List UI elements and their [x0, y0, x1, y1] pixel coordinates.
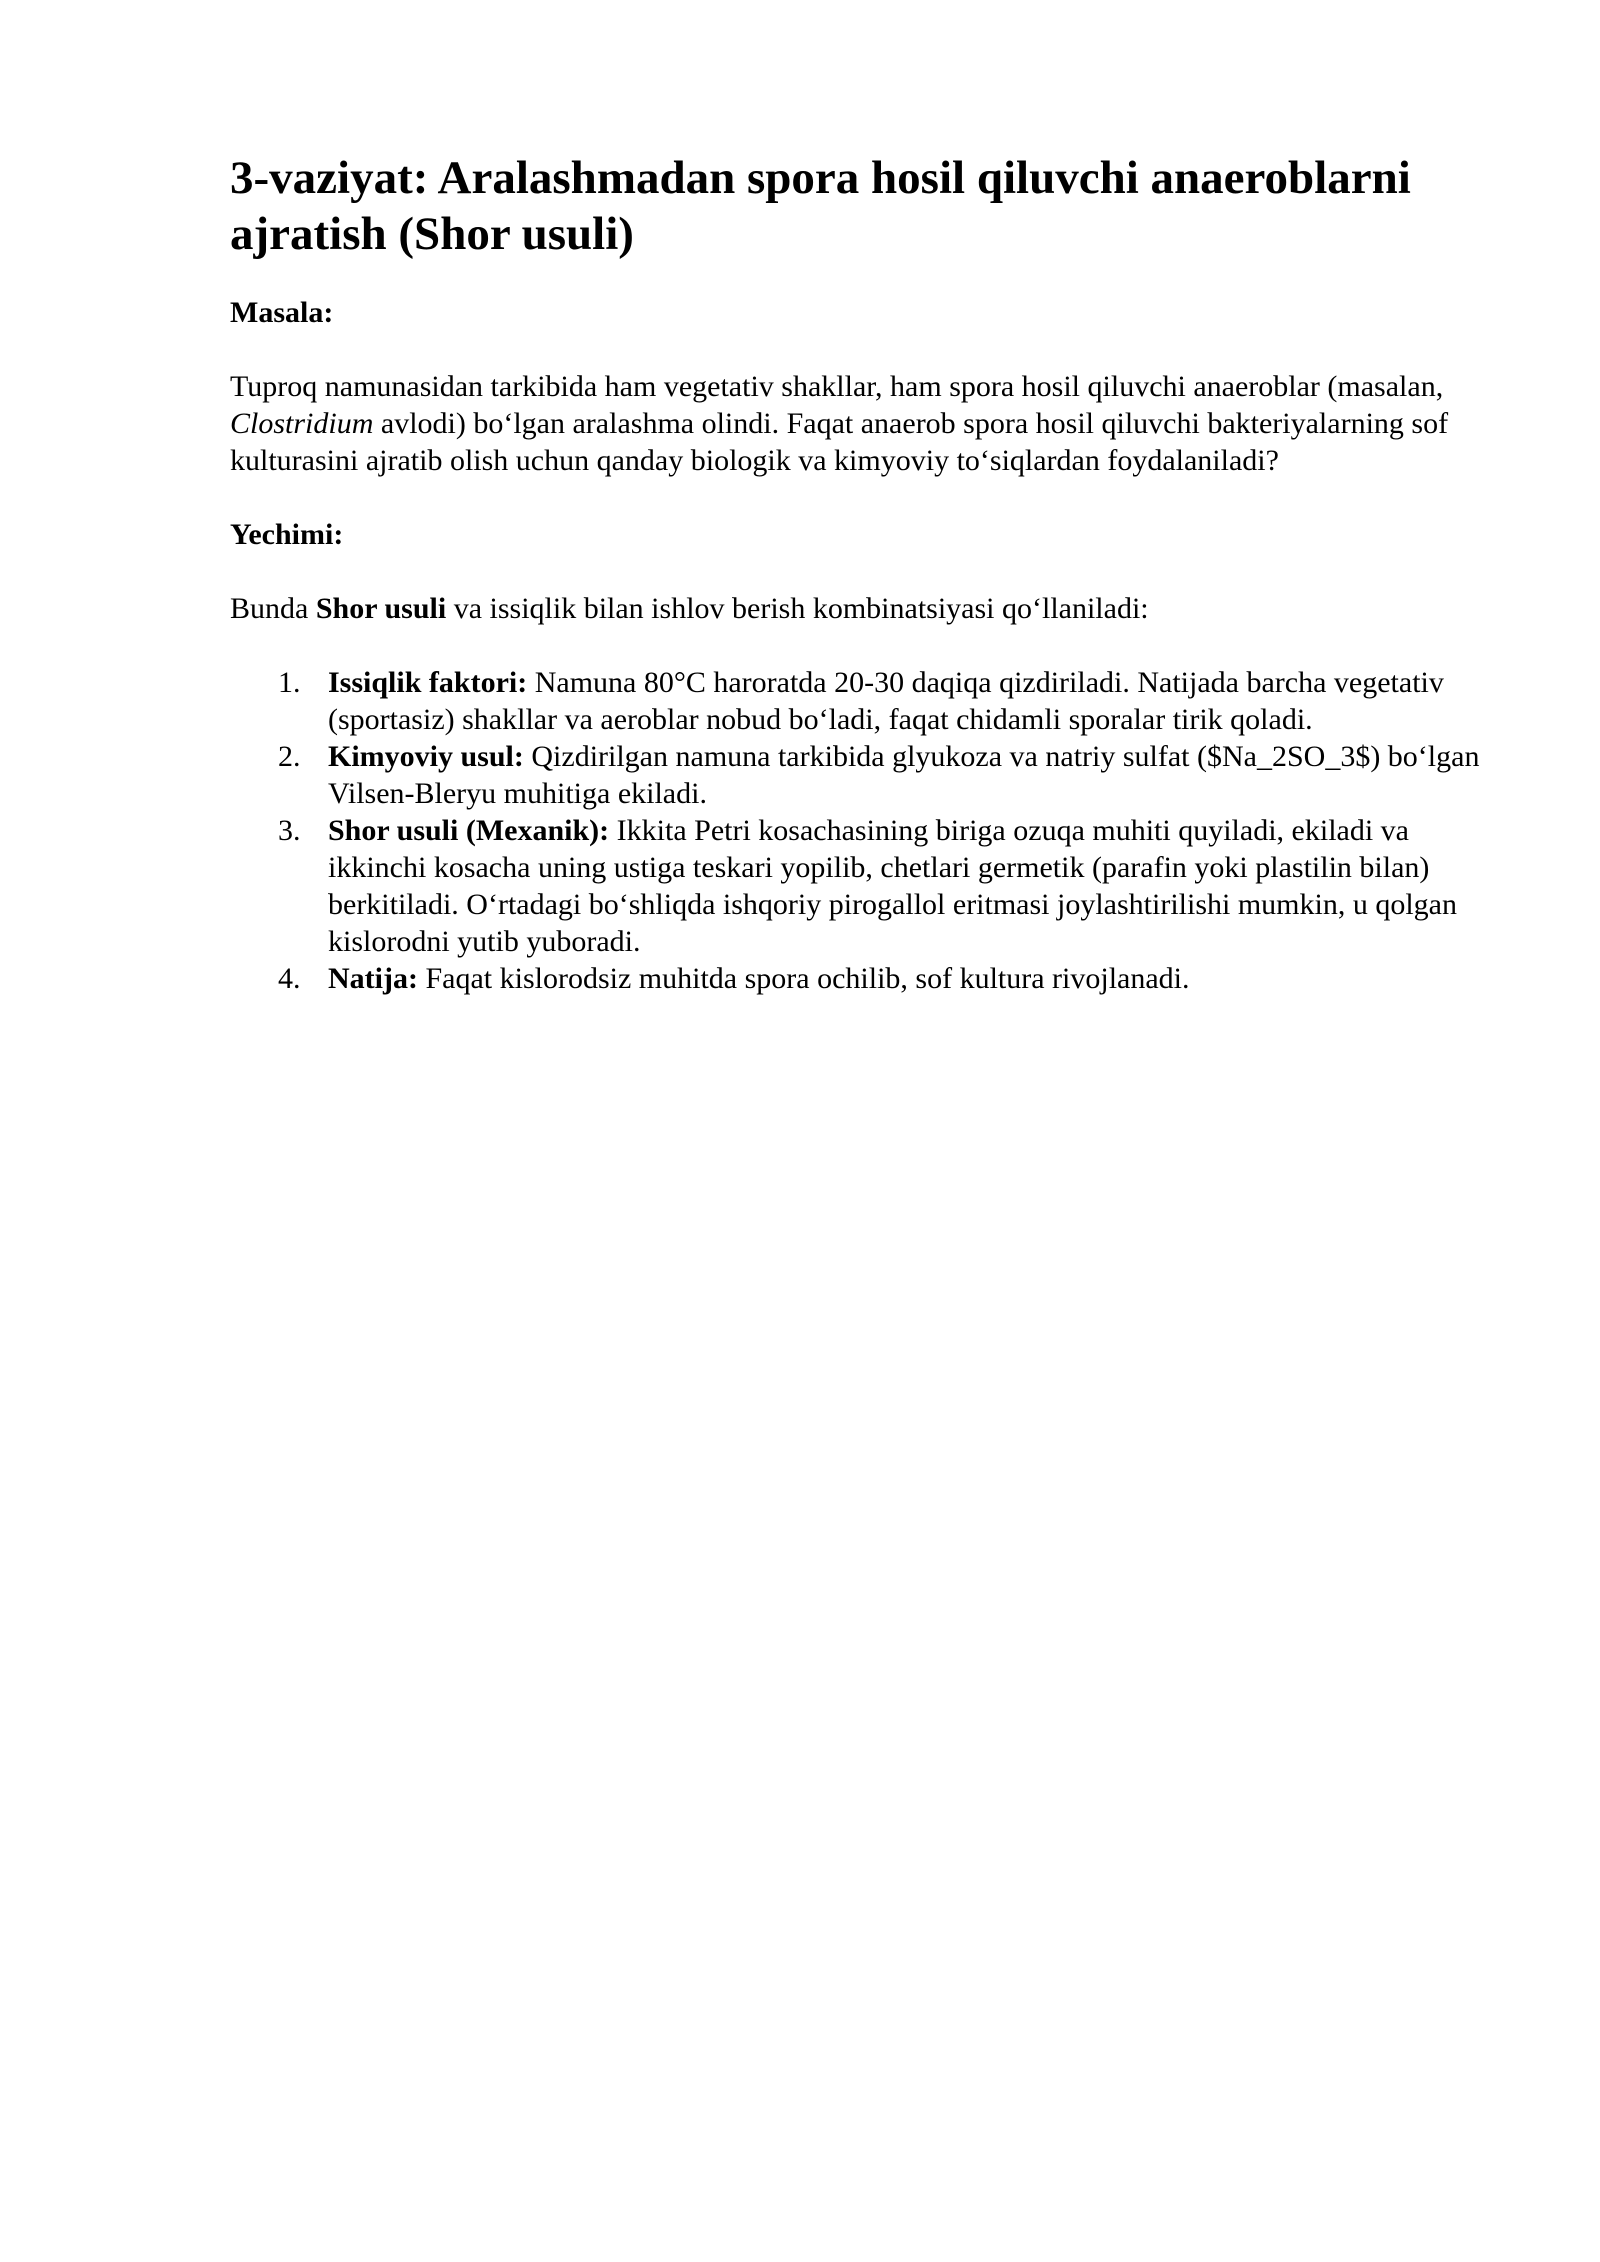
step-number: 4.: [278, 962, 301, 995]
steps-list: [230, 664, 1480, 997]
page-title: 3-vaziyat: Aralashmadan spora hosil qiluvchi anaeroblarni ajratish (Shor usuli): [230, 152, 1411, 260]
step-text: Faqat kislorodsiz muhitda spora ochilib, sof kultura rivojlanadi.: [417, 962, 1190, 995]
step-label: Issiqlik faktori:: [328, 666, 528, 699]
solution-intro: [230, 590, 1480, 627]
method-name: Shor usuli: [315, 592, 447, 625]
step-text: Qizdirilgan namuna tarkibida glyukoza va natriy sulfat ($Na_2SO_3$) bo‘lgan Vilsen-Bleryu muhitiga ekiladi.: [328, 740, 1480, 810]
step-text: Ikkita Petri kosachasining biriga ozuqa muhiti quyiladi, ekiladi va ikkinchi kosacha uning ustiga teskari yopilib, chetlari germetik (parafin yoki plastilin bilan) berkitiladi. O‘rtadagi bo‘shliqda ishqoriy pirogallol eritmasi joylashtirilishi mumkin, u qolgan kislorodni yutib yuboradi.: [328, 814, 1457, 958]
step-number: 2.: [278, 740, 301, 773]
step-text: Namuna 80°C haroratda 20-30 daqiqa qizdiriladi. Natijada barcha vegetativ (sportasiz) shakllar va aeroblar nobud bo‘ladi, faqat chidamli sporalar tirik qoladi.: [328, 666, 1444, 736]
step-label: Natija:: [328, 962, 418, 995]
step-label: Shor usuli (Mexanik):: [328, 814, 610, 847]
document-page: [230, 150, 1480, 997]
list-item: [230, 960, 1480, 997]
problem-heading: Masala:: [230, 296, 334, 329]
step-label: Kimyoviy usul:: [328, 740, 524, 773]
problem-text-end: avlodi) bo‘lgan aralashma olindi. Faqat anaerob spora hosil qiluvchi bakteriyalarning sof kulturasini ajratib olish uchun qanday biologik va kimyoviy to‘siqlardan foydalaniladi?: [230, 407, 1449, 477]
step-number: 1.: [278, 666, 301, 699]
step-number: 3.: [278, 814, 301, 847]
list-item: [230, 738, 1480, 812]
genus-name: Clostridium: [230, 407, 374, 440]
problem-paragraph: [230, 368, 1480, 479]
solution-intro-start: Bunda: [230, 592, 316, 625]
list-item: [230, 812, 1480, 960]
solution-heading: Yechimi:: [230, 518, 344, 551]
problem-text-start: Tuproq namunasidan tarkibida ham vegetativ shakllar, ham spora hosil qiluvchi anaeroblar (masalan,: [230, 370, 1444, 403]
list-item: [230, 664, 1480, 738]
solution-intro-end: va issiqlik bilan ishlov berish kombinatsiyasi qo‘llaniladi:: [446, 592, 1149, 625]
